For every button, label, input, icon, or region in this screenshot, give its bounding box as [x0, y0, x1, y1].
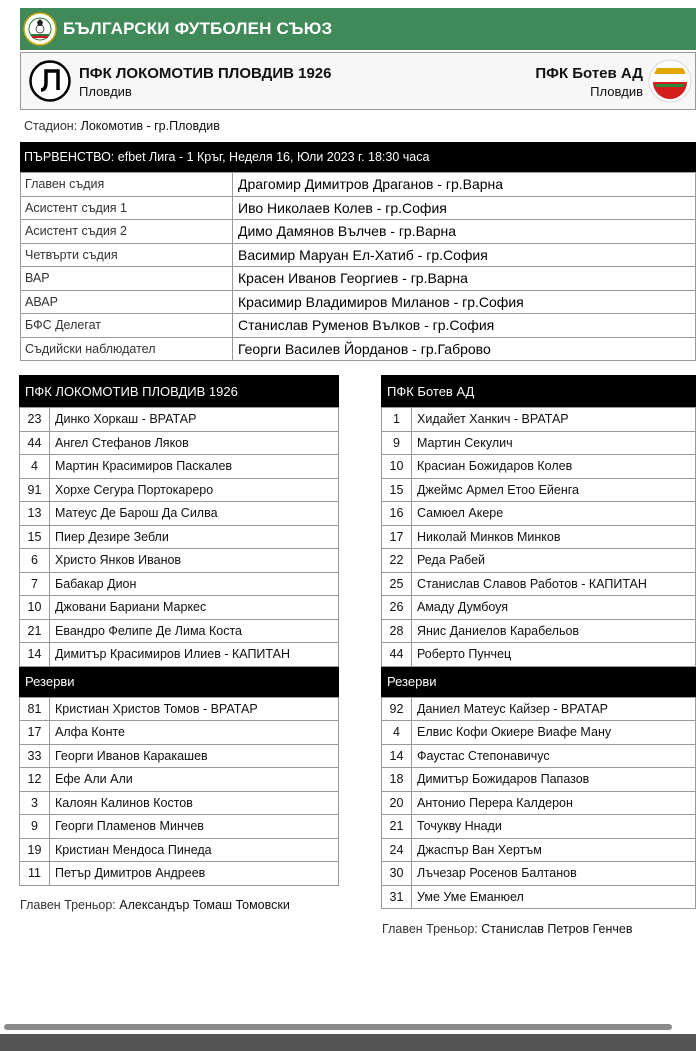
player-row: [382, 721, 696, 745]
official-row: [21, 196, 696, 220]
player-number: 24: [382, 838, 412, 862]
away-subs-title: Резерви: [381, 667, 696, 697]
official-name: Димо Дамянов Вълчев - гр.Варна: [233, 220, 696, 244]
player-name: Бабакар Дион: [50, 572, 339, 596]
away-coach-name: Станислав Петров Генчев: [481, 922, 633, 936]
player-name: Реда Рабей: [412, 549, 696, 573]
player-row: [382, 744, 696, 768]
federation-title: БЪЛГАРСКИ ФУТБОЛЕН СЪЮЗ: [63, 19, 333, 38]
player-row: [20, 697, 339, 721]
player-name: Фаустас Степонавичус: [412, 744, 696, 768]
botev-crest-icon: [647, 58, 693, 104]
player-name: Димитър Красимиров Илиев - КАПИТАН: [50, 643, 339, 667]
player-number: 3: [20, 791, 50, 815]
official-role: Асистент съдия 1: [21, 196, 233, 220]
player-name: Кристиан Христов Томов - ВРАТАР: [50, 697, 339, 721]
player-row: [382, 408, 696, 432]
player-row: [20, 721, 339, 745]
bottom-bar: [0, 1034, 696, 1051]
away-lineup: [381, 375, 696, 909]
player-name: Христо Янков Иванов: [50, 549, 339, 573]
federation-header: [20, 8, 696, 50]
player-name: Роберто Пунчец: [412, 643, 696, 667]
player-row: [382, 885, 696, 909]
horizontal-scrollbar[interactable]: [4, 1024, 672, 1030]
player-number: 28: [382, 619, 412, 643]
player-row: [20, 838, 339, 862]
player-row: [20, 431, 339, 455]
player-number: 30: [382, 862, 412, 886]
player-row: [20, 744, 339, 768]
championship-label: ПЪРВЕНСТВО:: [24, 150, 115, 164]
away-lineup-title: ПФК Ботев АД: [381, 375, 696, 407]
stadium-value: Локомотив - гр.Пловдив: [80, 119, 220, 133]
player-row: [382, 431, 696, 455]
player-name: Пиер Дезире Зебли: [50, 525, 339, 549]
player-name: Самюел Акере: [412, 502, 696, 526]
player-number: 19: [20, 838, 50, 862]
official-name: Васимир Маруан Ел-Хатиб - гр.София: [233, 243, 696, 267]
player-number: 31: [382, 885, 412, 909]
home-lineup-title: ПФК ЛОКОМОТИВ ПЛОВДИВ 1926: [19, 375, 339, 407]
player-name: Калоян Калинов Костов: [50, 791, 339, 815]
home-coach-name: Александър Томаш Томовски: [119, 898, 290, 912]
player-row: [382, 768, 696, 792]
player-name: Уме Уме Еманюел: [412, 885, 696, 909]
player-name: Динко Хоркаш - ВРАТАР: [50, 408, 339, 432]
player-row: [382, 815, 696, 839]
player-row: [20, 619, 339, 643]
official-role: Съдийски наблюдател: [21, 337, 233, 361]
player-number: 17: [20, 721, 50, 745]
player-number: 81: [20, 697, 50, 721]
player-row: [382, 619, 696, 643]
player-row: [20, 862, 339, 886]
player-name: Георги Иванов Каракашев: [50, 744, 339, 768]
stadium-info: [24, 119, 220, 133]
player-name: Матеус Де Барош Да Силва: [50, 502, 339, 526]
player-number: 14: [20, 643, 50, 667]
official-role: АВАР: [21, 290, 233, 314]
player-number: 12: [20, 768, 50, 792]
player-row: [20, 572, 339, 596]
away-coach-label: Главен Треньор:: [382, 922, 478, 936]
officials-table: [20, 172, 696, 361]
player-row: [382, 596, 696, 620]
player-row: [382, 697, 696, 721]
official-role: Главен съдия: [21, 173, 233, 197]
player-name: Джеймс Армел Етоо Ейенга: [412, 478, 696, 502]
player-number: 20: [382, 791, 412, 815]
away-team-name: ПФК Ботев АД: [535, 65, 643, 82]
player-name: Хорхе Сегура Портокареро: [50, 478, 339, 502]
player-name: Точукву Ннади: [412, 815, 696, 839]
player-row: [382, 455, 696, 479]
home-lineup: [19, 375, 339, 886]
player-row: [20, 768, 339, 792]
away-subs-table: [381, 697, 696, 910]
championship-value: efbet Лига - 1 Кръг, Неделя 16, Юли 2023 г. 18:30 часа: [117, 150, 430, 164]
player-row: [382, 572, 696, 596]
bfs-crest-icon: [23, 12, 57, 46]
player-name: Елвис Кофи Окиере Виафе Ману: [412, 721, 696, 745]
official-row: [21, 173, 696, 197]
away-starters-table: [381, 407, 696, 667]
player-number: 10: [382, 455, 412, 479]
player-number: 15: [20, 525, 50, 549]
official-name: Иво Николаев Колев - гр.София: [233, 196, 696, 220]
player-row: [382, 478, 696, 502]
player-number: 4: [20, 455, 50, 479]
official-row: [21, 243, 696, 267]
player-name: Евандро Фелипе Де Лима Коста: [50, 619, 339, 643]
official-row: [21, 220, 696, 244]
player-name: Красиан Божидаров Колев: [412, 455, 696, 479]
player-row: [20, 643, 339, 667]
player-number: 33: [20, 744, 50, 768]
player-row: [20, 791, 339, 815]
player-number: 92: [382, 697, 412, 721]
player-row: [20, 549, 339, 573]
player-name: Амаду Думбоуя: [412, 596, 696, 620]
official-row: [21, 267, 696, 291]
player-number: 22: [382, 549, 412, 573]
away-team-city: Пловдив: [590, 84, 643, 99]
home-starters-table: [19, 407, 339, 667]
player-name: Хидайет Ханкич - ВРАТАР: [412, 408, 696, 432]
player-number: 16: [382, 502, 412, 526]
player-number: 21: [20, 619, 50, 643]
official-row: [21, 314, 696, 338]
player-name: Георги Пламенов Минчев: [50, 815, 339, 839]
official-name: Красен Иванов Георгиев - гр.Варна: [233, 267, 696, 291]
player-number: 10: [20, 596, 50, 620]
player-name: Николай Минков Минков: [412, 525, 696, 549]
player-name: Ангел Стефанов Ляков: [50, 431, 339, 455]
official-role: ВАР: [21, 267, 233, 291]
player-number: 23: [20, 408, 50, 432]
player-name: Станислав Славов Работов - КАПИТАН: [412, 572, 696, 596]
player-row: [20, 525, 339, 549]
stadium-label: Стадион:: [24, 119, 78, 133]
player-name: Лъчезар Росенов Балтанов: [412, 862, 696, 886]
official-name: Красимир Владимиров Миланов - гр.София: [233, 290, 696, 314]
player-number: 44: [20, 431, 50, 455]
player-row: [382, 791, 696, 815]
player-name: Ефе Али Али: [50, 768, 339, 792]
official-name: Станислав Руменов Вълков - гр.София: [233, 314, 696, 338]
player-name: Антонио Перера Калдерон: [412, 791, 696, 815]
player-row: [20, 815, 339, 839]
home-coach: [20, 898, 290, 912]
home-subs-table: [19, 697, 339, 886]
player-number: 9: [382, 431, 412, 455]
player-name: Янис Даниелов Карабельов: [412, 619, 696, 643]
player-row: [20, 502, 339, 526]
championship-bar: [20, 142, 696, 172]
player-row: [382, 549, 696, 573]
player-number: 7: [20, 572, 50, 596]
player-name: Даниел Матеус Кайзер - ВРАТАР: [412, 697, 696, 721]
away-coach: [382, 922, 632, 936]
player-number: 13: [20, 502, 50, 526]
player-number: 15: [382, 478, 412, 502]
home-team-city: Пловдив: [79, 84, 132, 99]
player-name: Алфа Конте: [50, 721, 339, 745]
official-role: БФС Делегат: [21, 314, 233, 338]
player-name: Джаспър Ван Хертъм: [412, 838, 696, 862]
official-name: Георги Василев Йорданов - гр.Габрово: [233, 337, 696, 361]
player-number: 18: [382, 768, 412, 792]
official-row: [21, 290, 696, 314]
lokomotiv-crest-icon: [29, 60, 71, 102]
player-number: 21: [382, 815, 412, 839]
player-number: 91: [20, 478, 50, 502]
player-number: 1: [382, 408, 412, 432]
player-name: Димитър Божидаров Папазов: [412, 768, 696, 792]
player-row: [20, 478, 339, 502]
player-number: 14: [382, 744, 412, 768]
player-name: Кристиан Мендоса Пинеда: [50, 838, 339, 862]
player-row: [382, 643, 696, 667]
player-row: [20, 455, 339, 479]
player-number: 4: [382, 721, 412, 745]
home-team-name: ПФК ЛОКОМОТИВ ПЛОВДИВ 1926: [79, 65, 332, 82]
home-subs-title: Резерви: [19, 667, 339, 697]
player-number: 26: [382, 596, 412, 620]
player-number: 6: [20, 549, 50, 573]
player-number: 25: [382, 572, 412, 596]
home-coach-label: Главен Треньор:: [20, 898, 116, 912]
player-number: 9: [20, 815, 50, 839]
player-number: 17: [382, 525, 412, 549]
player-row: [20, 408, 339, 432]
player-name: Петър Димитров Андреев: [50, 862, 339, 886]
official-name: Драгомир Димитров Драганов - гр.Варна: [233, 173, 696, 197]
player-name: Джовани Бариани Маркес: [50, 596, 339, 620]
player-name: Мартин Секулич: [412, 431, 696, 455]
player-row: [382, 838, 696, 862]
official-role: Асистент съдия 2: [21, 220, 233, 244]
teams-panel: [20, 52, 696, 110]
player-number: 11: [20, 862, 50, 886]
player-name: Мартин Красимиров Паскалев: [50, 455, 339, 479]
player-row: [20, 596, 339, 620]
official-row: [21, 337, 696, 361]
player-row: [382, 862, 696, 886]
official-role: Четвърти съдия: [21, 243, 233, 267]
player-row: [382, 525, 696, 549]
player-number: 44: [382, 643, 412, 667]
player-row: [382, 502, 696, 526]
